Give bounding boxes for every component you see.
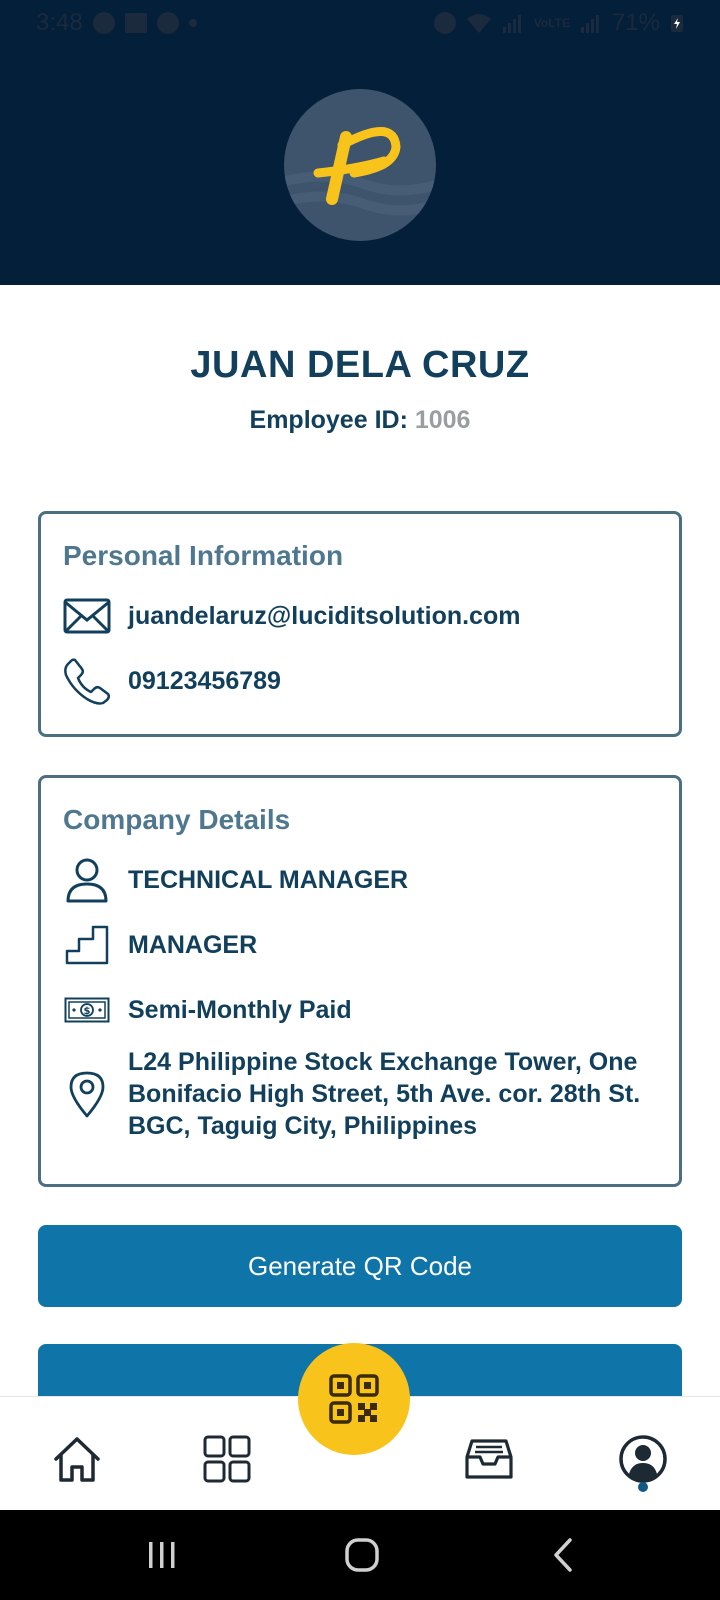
person-icon xyxy=(63,856,111,904)
back-system-button[interactable] xyxy=(548,1532,578,1578)
nav-profile[interactable] xyxy=(616,1432,670,1486)
address-value: L24 Philippine Stock Exchange Tower, One Bonifacio High Street, 5th Ave. cor. 28th St. BGC, Taguig City, Philippines xyxy=(128,1048,641,1140)
recent-apps-button[interactable] xyxy=(144,1532,180,1578)
level-row xyxy=(63,921,659,969)
apps-grid-icon xyxy=(203,1435,251,1483)
app-notification-icon xyxy=(157,12,179,34)
active-tab-indicator xyxy=(638,1482,648,1492)
inbox-icon xyxy=(464,1437,514,1481)
cash-icon xyxy=(63,986,111,1034)
employee-id-value: 1006 xyxy=(414,406,471,434)
home-system-button[interactable] xyxy=(342,1532,382,1578)
home-circle-icon xyxy=(344,1537,380,1573)
battery-percent: 71% xyxy=(611,9,660,36)
recent-apps-icon xyxy=(146,1540,178,1570)
messenger-icon xyxy=(93,12,115,34)
position-row xyxy=(63,856,659,904)
more-notifications-icon xyxy=(189,19,197,27)
personal-info-title: Personal Information xyxy=(63,540,344,571)
generate-qr-code-button[interactable]: Generate QR Code xyxy=(38,1225,682,1307)
stairs-icon xyxy=(63,921,111,969)
company-details-title: Company Details xyxy=(63,804,291,835)
header-banner xyxy=(0,0,720,285)
alarm-icon xyxy=(434,12,456,34)
wifi-icon xyxy=(466,12,492,34)
phone-row xyxy=(63,657,659,705)
company-details-card xyxy=(38,775,682,1187)
pay-schedule-value: Semi-Monthly Paid xyxy=(128,996,352,1024)
position-value: TECHNICAL MANAGER xyxy=(128,866,409,894)
home-icon xyxy=(52,1435,102,1483)
back-chevron-icon xyxy=(551,1537,575,1573)
pay-schedule-row xyxy=(63,986,659,1034)
level-value: MANAGER xyxy=(128,931,258,959)
qr-code-icon xyxy=(329,1374,379,1424)
phone-value[interactable]: 09123456789 xyxy=(128,667,281,695)
email-icon xyxy=(63,592,111,640)
personal-info-card xyxy=(38,511,682,737)
profile-icon xyxy=(618,1434,668,1484)
qr-scan-button[interactable] xyxy=(298,1343,410,1455)
employee-id xyxy=(0,406,720,435)
email-value[interactable]: juandelaruz@luciditsolution.com xyxy=(128,602,521,630)
email-row xyxy=(63,592,659,640)
status-bar xyxy=(0,0,720,46)
nav-apps[interactable] xyxy=(200,1432,254,1486)
address-row xyxy=(63,1046,659,1142)
status-time: 3:48 xyxy=(36,9,83,36)
nav-home[interactable] xyxy=(50,1432,104,1486)
network-type: VoLTE xyxy=(533,16,570,30)
svg-text:$: $ xyxy=(83,1006,91,1017)
employee-name: JUAN DELA CRUZ xyxy=(190,344,530,386)
signal-icon-2 xyxy=(580,13,602,33)
employee-id-label: Employee ID: xyxy=(249,406,408,434)
location-pin-icon xyxy=(63,1070,111,1118)
gallery-icon xyxy=(125,13,147,33)
battery-charging-icon xyxy=(670,13,684,33)
signal-icon xyxy=(502,13,524,33)
nav-inbox[interactable] xyxy=(462,1432,516,1486)
company-logo xyxy=(284,89,436,241)
phone-icon xyxy=(63,657,111,705)
